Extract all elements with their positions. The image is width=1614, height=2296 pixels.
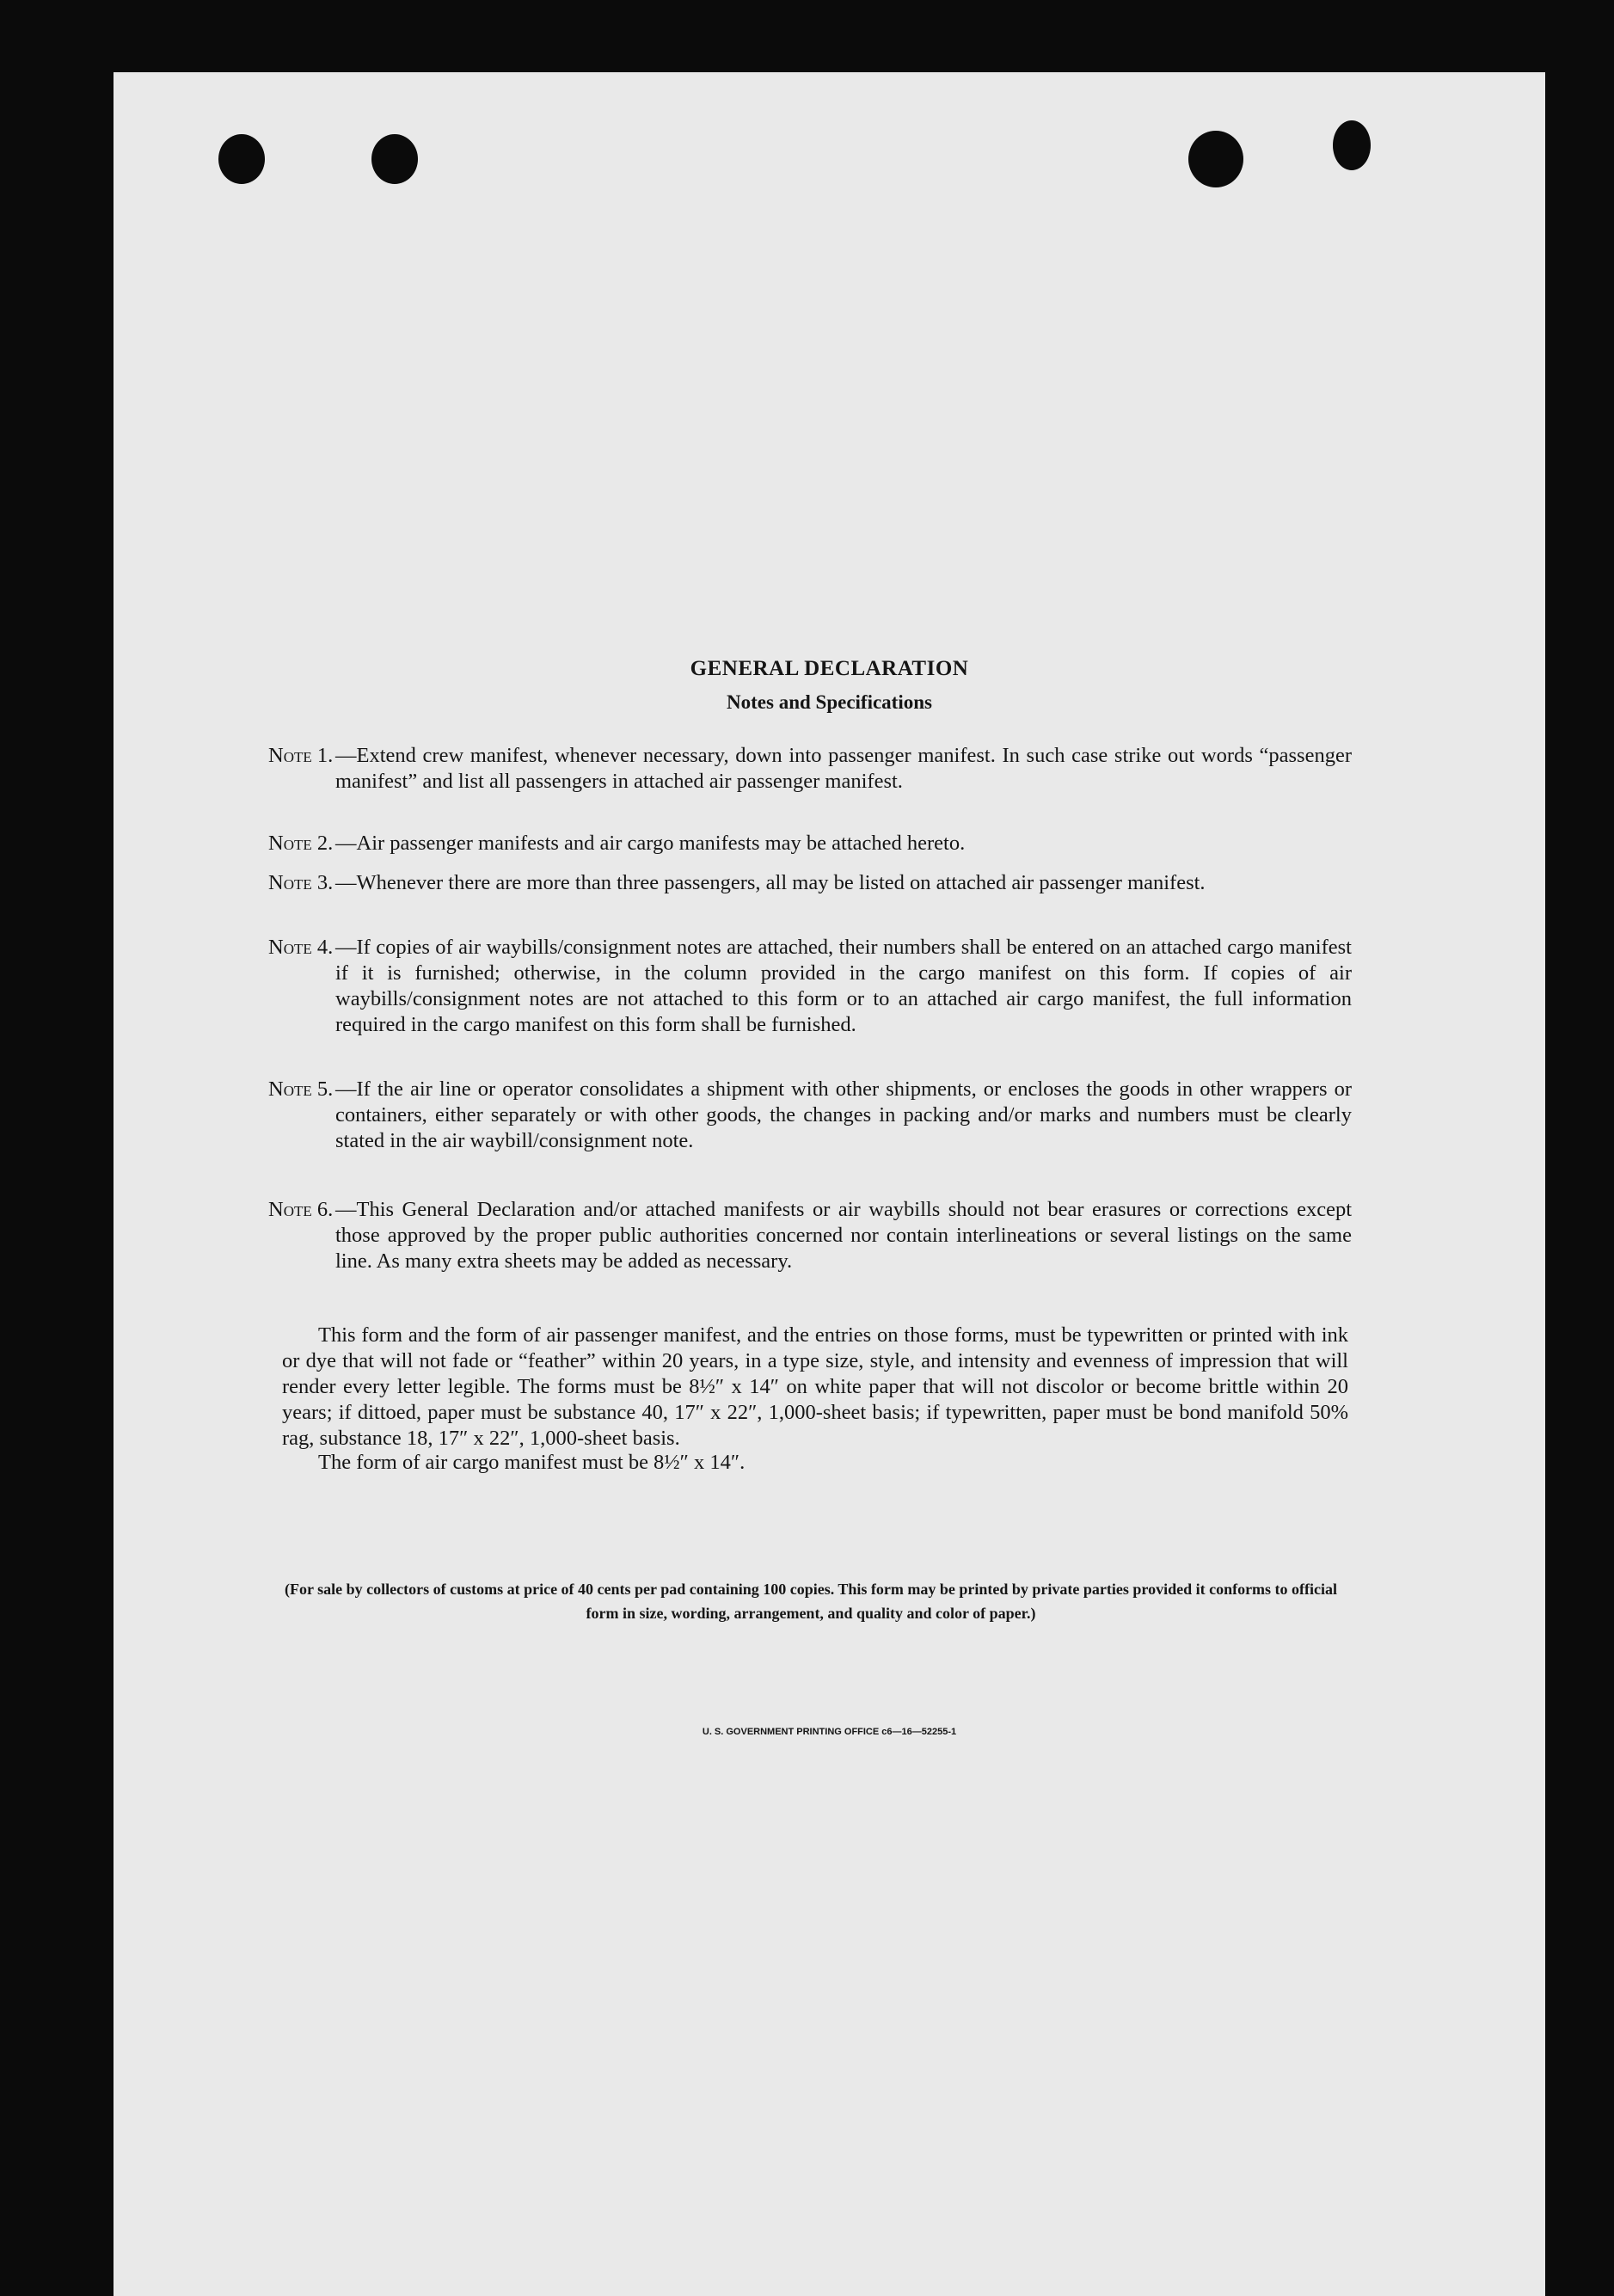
note-label: Note 4. <box>268 936 334 959</box>
note-label: Note 5. <box>268 1077 334 1101</box>
cargo-manifest-size-paragraph: The form of air cargo manifest must be 8½″ x 14″. <box>318 1451 746 1474</box>
note-text: —If the air line or operator consolidates a shipment with other shipments, or encloses the goods in other wrappers or containers, either separately or with other goods, the changes in packing and/or marks and numbers must be clearly stated in the air waybill/consignment note. <box>335 1077 1352 1152</box>
document-title: GENERAL DECLARATION <box>690 657 969 680</box>
printer-line: U. S. GOVERNMENT PRINTING OFFICE c6—16—52255-1 <box>702 1727 957 1737</box>
document-content <box>114 72 1545 2296</box>
note-text: —Whenever there are more than three passengers, all may be listed on attached air passenger manifest. <box>335 871 1206 894</box>
sale-notice: (For sale by collectors of customs at price of 40 cents per pad containing 100 copies. This form may be printed by private parties provided it conforms to official form in size, wording, arrangement, and quality and color of paper.) <box>284 1581 1338 1622</box>
note-text: —Air passenger manifests and air cargo manifests may be attached hereto. <box>335 832 966 855</box>
note-1 <box>268 743 1352 793</box>
note-2 <box>268 831 1352 856</box>
note-label: Note 1. <box>268 744 334 767</box>
note-label: Note 3. <box>268 871 334 894</box>
note-text: —If copies of air waybills/consignment notes are attached, their numbers shall be entered on an attached cargo manifest if it is furnished; otherwise, in the column provided in the cargo manifest on this form. If copies of air waybills/consignment notes are not attached to this form or to an attached air cargo manifest, the full information required in the cargo manifest on this form shall be furnished. <box>335 936 1352 1036</box>
form-specification-paragraph: This form and the form of air passenger manifest, and the entries on those forms, must be typewritten or printed with ink or dye that will not fade or “feather” within 20 years, in a type size, style, and intensity and evenness of impression that will render every letter legible. The forms must be 8½″ x 14″ on white paper that will not discolor or become brittle within 20 years; if dittoed, paper must be substance 40, 17″ x 22″, 1,000-sheet basis; if typewritten, paper must be bond manifold 50% rag, substance 18, 17″ x 22″, 1,000-sheet basis. <box>282 1323 1348 1450</box>
note-label: Note 2. <box>268 832 334 855</box>
note-label: Note 6. <box>268 1198 334 1221</box>
document-subtitle: Notes and Specifications <box>727 691 932 713</box>
document-page <box>114 72 1545 2296</box>
note-4 <box>268 935 1352 1036</box>
note-text: —This General Declaration and/or attached manifests or air waybills should not bear erasures or corrections except those approved by the proper public authorities concerned nor contain interlineations or several listings on the same line. As many extra sheets may be added as necessary. <box>335 1198 1352 1273</box>
note-6 <box>268 1197 1352 1273</box>
note-5 <box>268 1077 1352 1152</box>
note-text: —Extend crew manifest, whenever necessary, down into passenger manifest. In such case strike out words “passenger manifest” and list all passengers in attached air passenger manifest. <box>335 744 1352 793</box>
note-3 <box>268 870 1352 896</box>
